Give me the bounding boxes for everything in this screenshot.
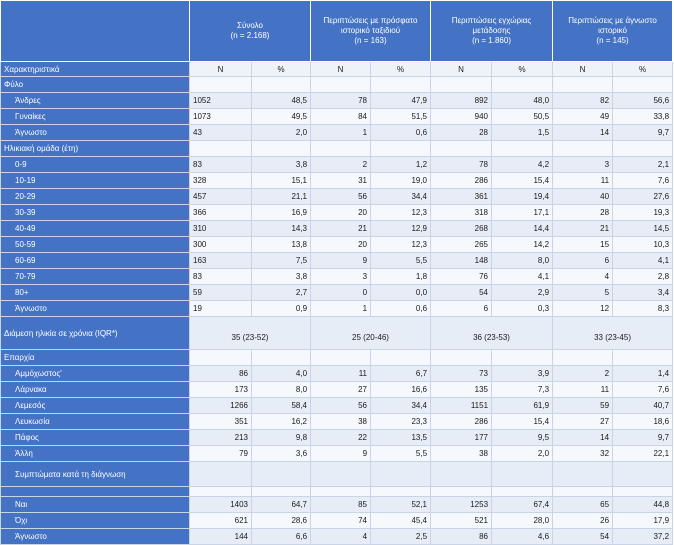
percent-cell: 27,6 bbox=[613, 189, 673, 205]
empty-cell bbox=[553, 141, 613, 157]
section-label: Ηλικιακή ομάδα (έτη) bbox=[1, 141, 190, 157]
count-cell: 78 bbox=[311, 93, 371, 109]
table-row bbox=[1, 189, 673, 205]
percent-cell: 5,5 bbox=[371, 446, 431, 462]
row-label: 10-19 bbox=[1, 173, 190, 189]
empty-cell bbox=[553, 350, 613, 366]
count-cell: 9 bbox=[311, 253, 371, 269]
count-cell: 940 bbox=[431, 109, 492, 125]
percent-cell: 2,0 bbox=[252, 125, 311, 141]
percent-cell: 0,6 bbox=[371, 301, 431, 317]
count-cell: 892 bbox=[431, 93, 492, 109]
percent-cell: 9,7 bbox=[613, 430, 673, 446]
median-age-cell: 33 (23-45) bbox=[553, 317, 673, 350]
percent-cell: 17,9 bbox=[613, 513, 673, 529]
percent-cell: 12,9 bbox=[371, 221, 431, 237]
row-label: 0-9 bbox=[1, 157, 190, 173]
row-label: Όχι bbox=[1, 513, 190, 529]
percent-cell: 3,8 bbox=[252, 157, 311, 173]
empty-cell bbox=[371, 350, 431, 366]
percent-cell: 1,8 bbox=[371, 269, 431, 285]
count-cell: 361 bbox=[431, 189, 492, 205]
percent-cell: 0,6 bbox=[371, 125, 431, 141]
count-cell: 300 bbox=[190, 237, 252, 253]
table-row bbox=[1, 366, 673, 382]
empty-cell bbox=[311, 462, 371, 487]
count-cell: 265 bbox=[431, 237, 492, 253]
percent-cell: 47,9 bbox=[371, 93, 431, 109]
empty-cell bbox=[311, 350, 371, 366]
count-cell: 56 bbox=[311, 398, 371, 414]
count-cell: 15 bbox=[553, 237, 613, 253]
count-cell: 11 bbox=[553, 173, 613, 189]
percent-cell: 34,4 bbox=[371, 189, 431, 205]
count-cell: 318 bbox=[431, 205, 492, 221]
percent-cell: 2,0 bbox=[492, 446, 553, 462]
empty-cell bbox=[492, 77, 553, 93]
count-cell: 79 bbox=[190, 446, 252, 462]
section-row bbox=[1, 350, 673, 366]
header-unknown: Περιπτώσεις με άγνωστο ιστορικό (n = 145) bbox=[553, 1, 673, 62]
count-cell: 86 bbox=[431, 529, 492, 545]
count-cell: 14 bbox=[553, 430, 613, 446]
count-cell: 5 bbox=[553, 285, 613, 301]
count-cell: 2 bbox=[553, 366, 613, 382]
table-row bbox=[1, 109, 673, 125]
percent-cell: 18,6 bbox=[613, 414, 673, 430]
count-cell: 4 bbox=[553, 269, 613, 285]
count-cell: 21 bbox=[311, 221, 371, 237]
row-label: 60-69 bbox=[1, 253, 190, 269]
percent-cell: 28,0 bbox=[492, 513, 553, 529]
table-row bbox=[1, 221, 673, 237]
percent-cell: 9,5 bbox=[492, 430, 553, 446]
count-cell: 59 bbox=[553, 398, 613, 414]
empty-cell bbox=[190, 462, 252, 487]
table-row bbox=[1, 237, 673, 253]
count-cell: 85 bbox=[311, 497, 371, 513]
n-header: N bbox=[311, 62, 371, 77]
percent-cell: 67,4 bbox=[492, 497, 553, 513]
count-cell: 40 bbox=[553, 189, 613, 205]
percent-cell: 15,1 bbox=[252, 173, 311, 189]
count-cell: 1 bbox=[311, 125, 371, 141]
count-cell: 457 bbox=[190, 189, 252, 205]
row-label: 40-49 bbox=[1, 221, 190, 237]
percent-cell: 1,2 bbox=[371, 157, 431, 173]
count-cell: 59 bbox=[190, 285, 252, 301]
count-cell: 6 bbox=[553, 253, 613, 269]
percent-cell: 45,4 bbox=[371, 513, 431, 529]
table-row bbox=[1, 382, 673, 398]
count-cell: 27 bbox=[311, 382, 371, 398]
empty-cell bbox=[371, 462, 431, 487]
count-cell: 6 bbox=[431, 301, 492, 317]
percent-cell: 9,8 bbox=[252, 430, 311, 446]
section-row bbox=[1, 77, 673, 93]
count-cell: 1 bbox=[311, 301, 371, 317]
percent-cell: 2,5 bbox=[371, 529, 431, 545]
count-cell: 84 bbox=[311, 109, 371, 125]
empty-cell bbox=[553, 487, 613, 497]
percent-cell: 2,7 bbox=[252, 285, 311, 301]
count-cell: 135 bbox=[431, 382, 492, 398]
count-cell: 3 bbox=[311, 269, 371, 285]
empty-cell bbox=[431, 77, 492, 93]
percent-cell: 50,5 bbox=[492, 109, 553, 125]
count-cell: 328 bbox=[190, 173, 252, 189]
percent-cell: 51,5 bbox=[371, 109, 431, 125]
percent-cell: 13,8 bbox=[252, 237, 311, 253]
percent-cell: 6,6 bbox=[252, 529, 311, 545]
row-label: Πάφος bbox=[1, 430, 190, 446]
percent-cell: 52,1 bbox=[371, 497, 431, 513]
row-label: Ναι bbox=[1, 497, 190, 513]
table-row bbox=[1, 446, 673, 462]
count-cell: 76 bbox=[431, 269, 492, 285]
count-cell: 38 bbox=[311, 414, 371, 430]
count-cell: 163 bbox=[190, 253, 252, 269]
count-cell: 82 bbox=[553, 93, 613, 109]
table-row bbox=[1, 205, 673, 221]
n-header: N bbox=[431, 62, 492, 77]
count-cell: 148 bbox=[431, 253, 492, 269]
percent-cell: 34,4 bbox=[371, 398, 431, 414]
count-cell: 20 bbox=[311, 205, 371, 221]
pct-header: % bbox=[613, 62, 673, 77]
header-local: Περιπτώσεις εγχώριας μετάδοσης (n = 1.860) bbox=[431, 1, 553, 62]
pct-header: % bbox=[371, 62, 431, 77]
count-cell: 621 bbox=[190, 513, 252, 529]
count-cell: 11 bbox=[553, 382, 613, 398]
count-cell: 20 bbox=[311, 237, 371, 253]
count-cell: 366 bbox=[190, 205, 252, 221]
percent-cell: 61,9 bbox=[492, 398, 553, 414]
count-cell: 38 bbox=[431, 446, 492, 462]
row-label: 30-39 bbox=[1, 205, 190, 221]
percent-cell: 16,6 bbox=[371, 382, 431, 398]
empty-cell bbox=[252, 462, 311, 487]
percent-cell: 1,5 bbox=[492, 125, 553, 141]
count-cell: 310 bbox=[190, 221, 252, 237]
count-cell: 26 bbox=[553, 513, 613, 529]
percent-cell: 37,2 bbox=[613, 529, 673, 545]
percent-cell: 15,4 bbox=[492, 414, 553, 430]
count-cell: 78 bbox=[431, 157, 492, 173]
row-label: Γυναίκες bbox=[1, 109, 190, 125]
percent-cell: 19,0 bbox=[371, 173, 431, 189]
count-cell: 83 bbox=[190, 269, 252, 285]
table-row bbox=[1, 253, 673, 269]
count-cell: 3 bbox=[553, 157, 613, 173]
count-cell: 12 bbox=[553, 301, 613, 317]
percent-cell: 3,9 bbox=[492, 366, 553, 382]
row-label: 20-29 bbox=[1, 189, 190, 205]
percent-cell: 8,0 bbox=[252, 382, 311, 398]
percent-cell: 7,6 bbox=[613, 173, 673, 189]
table-body bbox=[1, 62, 673, 545]
count-cell: 14 bbox=[553, 125, 613, 141]
percent-cell: 7,5 bbox=[252, 253, 311, 269]
empty-cell bbox=[492, 462, 553, 487]
table-row bbox=[1, 430, 673, 446]
percent-cell: 15,4 bbox=[492, 173, 553, 189]
section-label: Διάμεση ηλικία σε χρόνια (IQR*) bbox=[1, 317, 190, 350]
count-cell: 31 bbox=[311, 173, 371, 189]
count-cell: 268 bbox=[431, 221, 492, 237]
empty-cell bbox=[492, 350, 553, 366]
percent-cell: 0,0 bbox=[371, 285, 431, 301]
count-cell: 74 bbox=[311, 513, 371, 529]
count-cell: 27 bbox=[553, 414, 613, 430]
count-cell: 86 bbox=[190, 366, 252, 382]
empty-cell bbox=[613, 462, 673, 487]
n-header: N bbox=[190, 62, 252, 77]
table-row bbox=[1, 285, 673, 301]
empty-cell bbox=[431, 462, 492, 487]
section-label: Φύλο bbox=[1, 77, 190, 93]
count-cell: 4 bbox=[311, 529, 371, 545]
empty-cell bbox=[190, 350, 252, 366]
count-cell: 73 bbox=[431, 366, 492, 382]
count-cell: 54 bbox=[553, 529, 613, 545]
percent-cell: 16,9 bbox=[252, 205, 311, 221]
count-cell: 54 bbox=[431, 285, 492, 301]
row-label: Άγνωστο bbox=[1, 301, 190, 317]
table-row bbox=[1, 269, 673, 285]
row-label: Άλλη bbox=[1, 446, 190, 462]
count-cell: 1151 bbox=[431, 398, 492, 414]
row-label: Άγνωστο bbox=[1, 125, 190, 141]
count-cell: 11 bbox=[311, 366, 371, 382]
empty-cell bbox=[252, 77, 311, 93]
table-row bbox=[1, 529, 673, 545]
count-cell: 9 bbox=[311, 446, 371, 462]
count-cell: 43 bbox=[190, 125, 252, 141]
percent-cell: 64,7 bbox=[252, 497, 311, 513]
count-cell: 286 bbox=[431, 173, 492, 189]
count-cell: 22 bbox=[311, 430, 371, 446]
spacer-cell bbox=[1, 487, 190, 497]
count-cell: 1253 bbox=[431, 497, 492, 513]
percent-cell: 48,5 bbox=[252, 93, 311, 109]
percent-cell: 4,6 bbox=[492, 529, 553, 545]
percent-cell: 9,7 bbox=[613, 125, 673, 141]
percent-cell: 19,3 bbox=[613, 205, 673, 221]
empty-cell bbox=[553, 462, 613, 487]
table-row bbox=[1, 93, 673, 109]
empty-cell bbox=[613, 141, 673, 157]
header-total: Σύνολο (n = 2.168) bbox=[190, 1, 311, 62]
row-label: 80+ bbox=[1, 285, 190, 301]
count-cell: 1266 bbox=[190, 398, 252, 414]
empty-cell bbox=[252, 487, 311, 497]
table-row bbox=[1, 157, 673, 173]
empty-cell bbox=[311, 77, 371, 93]
percent-cell: 8,3 bbox=[613, 301, 673, 317]
empty-cell bbox=[311, 141, 371, 157]
percent-cell: 2,9 bbox=[492, 285, 553, 301]
row-label: Άγνωστο bbox=[1, 529, 190, 545]
count-cell: 213 bbox=[190, 430, 252, 446]
n-header: N bbox=[553, 62, 613, 77]
percent-cell: 10,3 bbox=[613, 237, 673, 253]
table-row bbox=[1, 414, 673, 430]
percent-cell: 7,6 bbox=[613, 382, 673, 398]
empty-cell bbox=[252, 350, 311, 366]
percent-cell: 1,4 bbox=[613, 366, 673, 382]
percent-cell: 14,2 bbox=[492, 237, 553, 253]
percent-cell: 6,7 bbox=[371, 366, 431, 382]
percent-cell: 58,4 bbox=[252, 398, 311, 414]
percent-cell: 4,1 bbox=[613, 253, 673, 269]
percent-cell: 28,6 bbox=[252, 513, 311, 529]
empty-cell bbox=[190, 77, 252, 93]
percent-cell: 14,5 bbox=[613, 221, 673, 237]
percent-cell: 14,4 bbox=[492, 221, 553, 237]
count-cell: 286 bbox=[431, 414, 492, 430]
section-label: Επαρχία bbox=[1, 350, 190, 366]
header-blank bbox=[1, 1, 190, 62]
empty-cell bbox=[431, 487, 492, 497]
percent-cell: 22,1 bbox=[613, 446, 673, 462]
percent-cell: 4,0 bbox=[252, 366, 311, 382]
count-cell: 32 bbox=[553, 446, 613, 462]
empty-cell bbox=[311, 487, 371, 497]
percent-cell: 44,8 bbox=[613, 497, 673, 513]
percent-cell: 4,1 bbox=[492, 269, 553, 285]
percent-cell: 12,3 bbox=[371, 237, 431, 253]
count-cell: 521 bbox=[431, 513, 492, 529]
percent-cell: 49,5 bbox=[252, 109, 311, 125]
count-cell: 144 bbox=[190, 529, 252, 545]
table-row bbox=[1, 125, 673, 141]
percent-cell: 56,6 bbox=[613, 93, 673, 109]
empty-cell bbox=[371, 141, 431, 157]
percent-cell: 2,1 bbox=[613, 157, 673, 173]
section-row bbox=[1, 141, 673, 157]
section-row bbox=[1, 462, 673, 487]
empty-cell bbox=[371, 77, 431, 93]
percent-cell: 17,1 bbox=[492, 205, 553, 221]
percent-cell: 8,0 bbox=[492, 253, 553, 269]
percent-cell: 2,8 bbox=[613, 269, 673, 285]
count-cell: 1403 bbox=[190, 497, 252, 513]
percent-cell: 13,5 bbox=[371, 430, 431, 446]
empty-cell bbox=[252, 141, 311, 157]
median-age-cell: 36 (23-53) bbox=[431, 317, 553, 350]
percent-cell: 3,4 bbox=[613, 285, 673, 301]
percent-cell: 33,8 bbox=[613, 109, 673, 125]
percent-cell: 23,3 bbox=[371, 414, 431, 430]
median-age-cell: 25 (20-46) bbox=[311, 317, 431, 350]
count-cell: 21 bbox=[553, 221, 613, 237]
percent-cell: 21,1 bbox=[252, 189, 311, 205]
empty-cell bbox=[553, 77, 613, 93]
row-label: 50-59 bbox=[1, 237, 190, 253]
count-cell: 1052 bbox=[190, 93, 252, 109]
spacer-row bbox=[1, 487, 673, 497]
empty-cell bbox=[190, 487, 252, 497]
count-cell: 0 bbox=[311, 285, 371, 301]
empty-cell bbox=[492, 487, 553, 497]
row-label: Λεμεσός bbox=[1, 398, 190, 414]
percent-cell: 14,3 bbox=[252, 221, 311, 237]
percent-cell: 3,8 bbox=[252, 269, 311, 285]
row-label: Λάρνακα bbox=[1, 382, 190, 398]
row-label: Αμμόχωστος' bbox=[1, 366, 190, 382]
percent-cell: 7,3 bbox=[492, 382, 553, 398]
percent-cell: 12,3 bbox=[371, 205, 431, 221]
empty-cell bbox=[371, 487, 431, 497]
empty-cell bbox=[431, 141, 492, 157]
empty-cell bbox=[190, 141, 252, 157]
section-label: Συμπτώματα κατά τη διάγνωση bbox=[1, 462, 190, 487]
row-label: 70-79 bbox=[1, 269, 190, 285]
count-cell: 56 bbox=[311, 189, 371, 205]
pct-header: % bbox=[252, 62, 311, 77]
count-cell: 49 bbox=[553, 109, 613, 125]
percent-cell: 16,2 bbox=[252, 414, 311, 430]
table-row bbox=[1, 497, 673, 513]
percent-cell: 48,0 bbox=[492, 93, 553, 109]
count-cell: 1073 bbox=[190, 109, 252, 125]
count-cell: 2 bbox=[311, 157, 371, 173]
row-label: Λευκωσία bbox=[1, 414, 190, 430]
count-cell: 19 bbox=[190, 301, 252, 317]
median-age-row bbox=[1, 317, 673, 350]
header-travel: Περιπτώσεις με πρόσφατο ιστορικό ταξιδιού (n = 163) bbox=[311, 1, 431, 62]
median-age-cell: 35 (23-52) bbox=[190, 317, 311, 350]
table-row bbox=[1, 301, 673, 317]
percent-cell: 0,9 bbox=[252, 301, 311, 317]
count-cell: 28 bbox=[553, 205, 613, 221]
percent-cell: 5,5 bbox=[371, 253, 431, 269]
empty-cell bbox=[613, 77, 673, 93]
count-cell: 65 bbox=[553, 497, 613, 513]
percent-cell: 19,4 bbox=[492, 189, 553, 205]
row-label: Άνδρες bbox=[1, 93, 190, 109]
percent-cell: 3,6 bbox=[252, 446, 311, 462]
table-row bbox=[1, 398, 673, 414]
percent-cell: 0,3 bbox=[492, 301, 553, 317]
count-cell: 83 bbox=[190, 157, 252, 173]
empty-cell bbox=[613, 487, 673, 497]
count-cell: 351 bbox=[190, 414, 252, 430]
percent-cell: 40,7 bbox=[613, 398, 673, 414]
empty-cell bbox=[613, 350, 673, 366]
pct-header: % bbox=[492, 62, 553, 77]
percent-cell: 4,2 bbox=[492, 157, 553, 173]
empty-cell bbox=[431, 350, 492, 366]
empty-cell bbox=[492, 141, 553, 157]
count-cell: 173 bbox=[190, 382, 252, 398]
count-cell: 177 bbox=[431, 430, 492, 446]
characteristics-label: Χαρακτηριστικά bbox=[1, 62, 190, 77]
count-cell: 28 bbox=[431, 125, 492, 141]
table-row bbox=[1, 173, 673, 189]
